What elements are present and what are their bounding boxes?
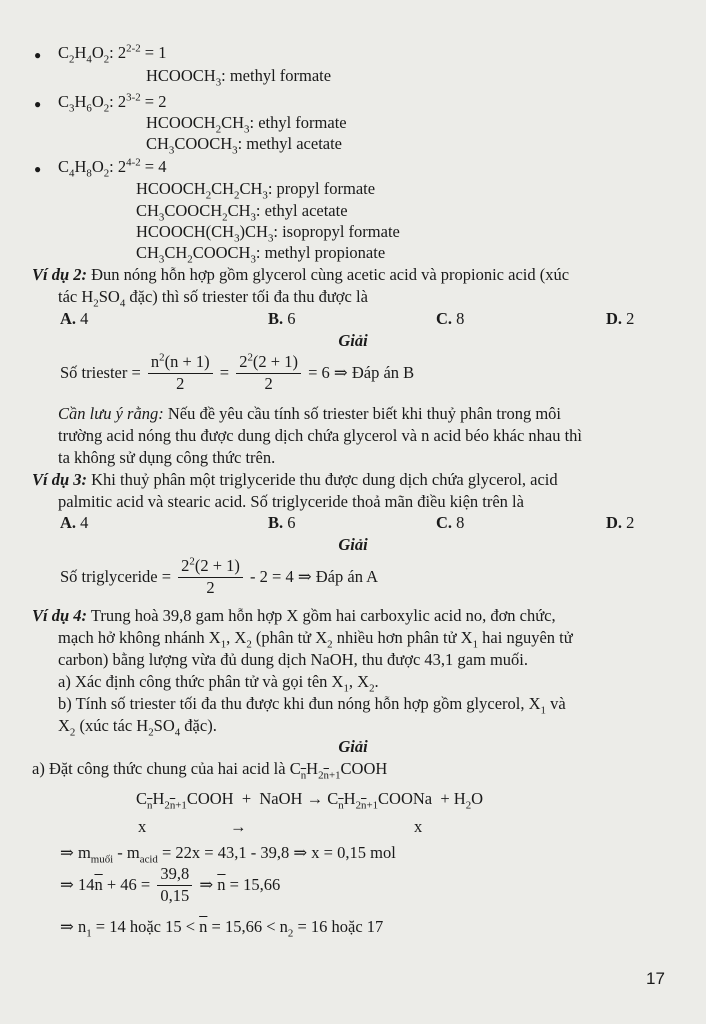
- solution-line: a) Đặt công thức chung của hai acid là $C_{\overline{n}}H_{2\overline{n}+1}COOH$: [32, 759, 388, 782]
- note-line: Cần lưu ý rằng: Nếu đề yêu cầu tính số triester biết khi thuỷ phân trong môi: [58, 404, 561, 423]
- ester-line: $HCOOCH_2CH_3$: ethyl formate: [146, 113, 347, 136]
- bullet-icon: ●: [34, 48, 42, 62]
- option-c: C. 8: [436, 513, 465, 532]
- ester-line: $CH_3COOCH_2CH_3$: ethyl acetate: [136, 201, 348, 224]
- triester-formula: Số triester = $\frac{n^2(n + 1)}{2}$ = $\frac{2^2(2 + 1)}{2}$ = 6 ⇒ Đáp án B: [60, 351, 415, 393]
- bullet-icon: ●: [34, 162, 42, 176]
- option-a: A. 4: [60, 309, 89, 328]
- question-b: b) Tính số triester tối đa thu được khi đun nóng hỗn hợp gồm glycerol, $X_1$ và: [58, 694, 566, 717]
- example-label: Ví dụ 3:: [32, 470, 88, 489]
- note-line: trường acid nóng thu được dung dịch chứa glycerol và n acid béo khác nhau thì: [58, 426, 583, 445]
- question-b: $X_2$ (xúc tác $H_2SO_4$ đặc).: [58, 716, 217, 739]
- formula-line: $C_4H_8O_2$: $2^{4-2} = 4$: [58, 156, 167, 180]
- option-d: D. 2: [606, 513, 635, 532]
- bullet-icon: ●: [34, 97, 42, 111]
- ester-line: $CH_3CH_2COOCH_3$: methyl propionate: [136, 243, 386, 266]
- mole-x: x: [414, 817, 423, 836]
- arrow-icon: →: [230, 817, 247, 836]
- question-a: a) Xác định công thức phân tử và gọi tên $X_1$, $X_2$.: [58, 672, 379, 695]
- example-2-line: tác $H_2SO_4$ đặc) thì số triester tối đa thu được là: [58, 287, 368, 310]
- solution-heading: Giải: [338, 737, 368, 756]
- solution-heading: Giải: [338, 331, 368, 350]
- example-label: Ví dụ 4:: [32, 606, 88, 625]
- example-4-line: Ví dụ 4: Trung hoà 39,8 gam hỗn hợp X gồm hai carboxylic acid no, đơn chức,: [32, 606, 556, 625]
- option-c: C. 8: [436, 309, 465, 328]
- ester-line: $HCOOCH(CH_3)CH_3$: isopropyl formate: [136, 222, 400, 245]
- formula-line: $C_3H_6O_2$: $2^{3-2} = 2$: [58, 91, 167, 115]
- example-label: Ví dụ 2:: [32, 265, 88, 284]
- example-4-line: mạch hở không nhánh $X_1$, $X_2$ (phân tử $X_2$ nhiều hơn phân tử $X_1$ hai nguyên tử: [58, 628, 573, 651]
- solution-heading: Giải: [338, 535, 368, 554]
- solution-formula: ⇒ $14\overline{n} + 46$ = $\frac{39,8}{0,15}$ ⇒ $\overline{n} = 15,66$: [60, 864, 281, 905]
- mole-x: x: [138, 817, 147, 836]
- ester-line: $CH_3COOCH_3$: methyl acetate: [146, 134, 343, 157]
- note-line: ta không sử dụng công thức trên.: [58, 448, 276, 467]
- option-a: A. 4: [60, 513, 89, 532]
- example-2-line: Ví dụ 2: Đun nóng hỗn hợp gồm glycerol cùng acetic acid và propionic acid (xúc: [32, 265, 570, 284]
- example-4-line: carbon) bằng lượng vừa đủ dung dịch NaOH, thu được 43,1 gam muối.: [58, 650, 528, 669]
- example-3-line: Ví dụ 3: Khi thuỷ phân một triglyceride thu được dung dịch chứa glycerol, acid: [32, 470, 558, 489]
- solution-line: ⇒ $n_1 = 14$ hoặc $15 < \overline{n} = 15,66 < n_2 = 16$ hoặc 17: [60, 917, 384, 940]
- page-number: 17: [646, 969, 665, 988]
- reaction-equation: $C_{\overline{n}}H_{2\overline{n}+1}COOH$ + NaOH → $C_{\overline{n}}H_{2\overline{n}+1}COONa + H_2O$: [136, 789, 484, 812]
- ester-line: $HCOOCH_2CH_2CH_3$: propyl formate: [136, 179, 376, 202]
- formula-line: $C_2H_4O_2$: $2^{2-2} = 1$: [58, 42, 167, 66]
- solution-line: ⇒ $m_{muối} - m_{acid} = 22x = 43,1 - 39,8$ ⇒ x = 0,15 mol: [60, 843, 396, 866]
- option-b: B. 6: [268, 513, 296, 532]
- ester-line: $HCOOCH_3$: methyl formate: [146, 66, 332, 89]
- option-d: D. 2: [606, 309, 635, 328]
- example-3-line: palmitic acid và stearic acid. Số triglyceride thoả mãn điều kiện trên là: [58, 492, 524, 511]
- option-b: B. 6: [268, 309, 296, 328]
- triglyceride-formula: Số triglyceride = $\frac{2^2(2 + 1)}{2}$ - 2 = 4 ⇒ Đáp án A: [60, 555, 379, 597]
